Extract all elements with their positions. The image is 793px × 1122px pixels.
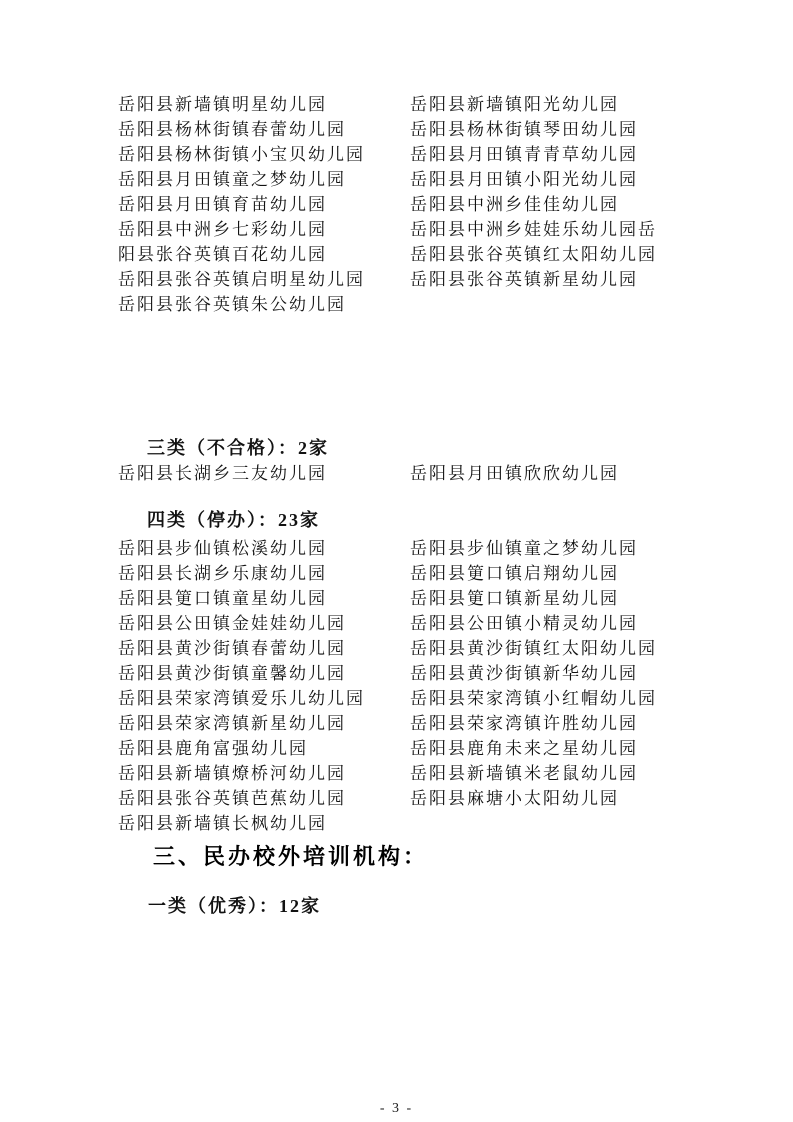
kindergarten-name-right: 岳阳县鹿角未来之星幼儿园 [410, 739, 638, 758]
page-number: - 3 - [379, 1101, 414, 1116]
kindergarten-name-right: 岳阳县张谷英镇红太阳幼儿园 [410, 245, 657, 264]
kindergarten-name-left: 岳阳县张谷英镇朱公幼儿园 [118, 295, 346, 314]
section-title-class4: 四类（停办）：23家 [147, 510, 320, 530]
kindergarten-name-right: 岳阳县筻口镇启翔幼儿园 [410, 564, 619, 583]
list-row [118, 92, 657, 117]
kindergarten-name-left: 岳阳县荣家湾镇爱乐儿幼儿园 [118, 689, 365, 708]
kindergarten-name-right: 岳阳县公田镇小精灵幼儿园 [410, 614, 638, 633]
heading-private-training-institutions: 三、民办校外培训机构： [153, 844, 429, 869]
list-row [118, 267, 657, 292]
kindergarten-name-right: 岳阳县新墙镇米老鼠幼儿园 [410, 764, 638, 783]
kindergarten-name-left: 岳阳县公田镇金娃娃幼儿园 [118, 614, 346, 633]
list-row [118, 561, 657, 586]
kindergarten-name-right: 岳阳县新墙镇阳光幼儿园 [410, 95, 619, 114]
kindergarten-name-left: 岳阳县鹿角富强幼儿园 [118, 739, 308, 758]
kindergarten-name-left: 岳阳县月田镇育苗幼儿园 [118, 195, 327, 214]
kindergarten-name-right: 岳阳县月田镇小阳光幼儿园 [410, 170, 638, 189]
kindergarten-name-right: 岳阳县张谷英镇新星幼儿园 [410, 270, 638, 289]
kindergarten-name-left: 岳阳县黄沙街镇童馨幼儿园 [118, 664, 346, 683]
kindergarten-name-right: 岳阳县麻塘小太阳幼儿园 [410, 789, 619, 808]
kindergarten-name-right: 岳阳县筻口镇新星幼儿园 [410, 589, 619, 608]
kindergarten-name-right: 岳阳县荣家湾镇小红帽幼儿园 [410, 689, 657, 708]
kindergarten-name-left: 岳阳县步仙镇松溪幼儿园 [118, 539, 327, 558]
list-row [118, 686, 657, 711]
list-row [118, 611, 657, 636]
list-row [118, 786, 657, 811]
kindergarten-name-left: 岳阳县杨林街镇小宝贝幼儿园 [118, 145, 365, 164]
kindergarten-name-left: 岳阳县筻口镇童星幼儿园 [118, 589, 327, 608]
kindergarten-name-left: 岳阳县新墙镇明星幼儿园 [118, 95, 327, 114]
kindergarten-list-class4 [118, 536, 657, 836]
list-row [118, 811, 657, 836]
section-title-training-class1: 一类（优秀）：12家 [148, 896, 321, 916]
list-row [118, 242, 657, 267]
kindergarten-name-right: 岳阳县月田镇青青草幼儿园 [410, 145, 638, 164]
list-row [118, 461, 619, 486]
kindergarten-name-left: 岳阳县月田镇童之梦幼儿园 [118, 170, 346, 189]
kindergarten-name-left: 岳阳县黄沙街镇春蕾幼儿园 [118, 639, 346, 658]
list-row [118, 736, 657, 761]
kindergarten-name-left: 岳阳县新墙镇长枫幼儿园 [118, 814, 327, 833]
kindergarten-name-right: 岳阳县中洲乡佳佳幼儿园 [410, 195, 619, 214]
kindergarten-name-left: 阳县张谷英镇百花幼儿园 [118, 245, 327, 264]
kindergarten-name-left: 岳阳县杨林街镇春蕾幼儿园 [118, 120, 346, 139]
kindergarten-list-class3 [118, 461, 619, 486]
kindergarten-name-left: 岳阳县长湖乡乐康幼儿园 [118, 564, 327, 583]
list-row [118, 117, 657, 142]
kindergarten-name-right: 岳阳县步仙镇童之梦幼儿园 [410, 539, 638, 558]
kindergarten-name-right: 岳阳县黄沙街镇红太阳幼儿园 [410, 639, 657, 658]
list-row [118, 192, 657, 217]
list-row [118, 142, 657, 167]
kindergarten-name-left: 岳阳县张谷英镇启明星幼儿园 [118, 270, 365, 289]
kindergarten-list-class2-continued [118, 92, 657, 317]
kindergarten-name-right: 岳阳县杨林街镇琴田幼儿园 [410, 120, 638, 139]
list-row [118, 636, 657, 661]
kindergarten-name-left: 岳阳县张谷英镇芭蕉幼儿园 [118, 789, 346, 808]
kindergarten-name-right: 岳阳县荣家湾镇许胜幼儿园 [410, 714, 638, 733]
kindergarten-name-right: 岳阳县黄沙街镇新华幼儿园 [410, 664, 638, 683]
kindergarten-name-right: 岳阳县中洲乡娃娃乐幼儿园岳 [410, 220, 657, 239]
kindergarten-name-left: 岳阳县中洲乡七彩幼儿园 [118, 220, 327, 239]
kindergarten-name-right: 岳阳县月田镇欣欣幼儿园 [410, 464, 619, 483]
list-row [118, 217, 657, 242]
list-row [118, 586, 657, 611]
list-row [118, 761, 657, 786]
section-title-class3: 三类（不合格）：2家 [147, 438, 329, 458]
list-row [118, 167, 657, 192]
list-row [118, 661, 657, 686]
list-row [118, 711, 657, 736]
kindergarten-name-left: 岳阳县新墙镇燎桥河幼儿园 [118, 764, 346, 783]
list-row [118, 536, 657, 561]
kindergarten-name-left: 岳阳县荣家湾镇新星幼儿园 [118, 714, 346, 733]
list-row [118, 292, 657, 317]
kindergarten-name-left: 岳阳县长湖乡三友幼儿园 [118, 464, 327, 483]
